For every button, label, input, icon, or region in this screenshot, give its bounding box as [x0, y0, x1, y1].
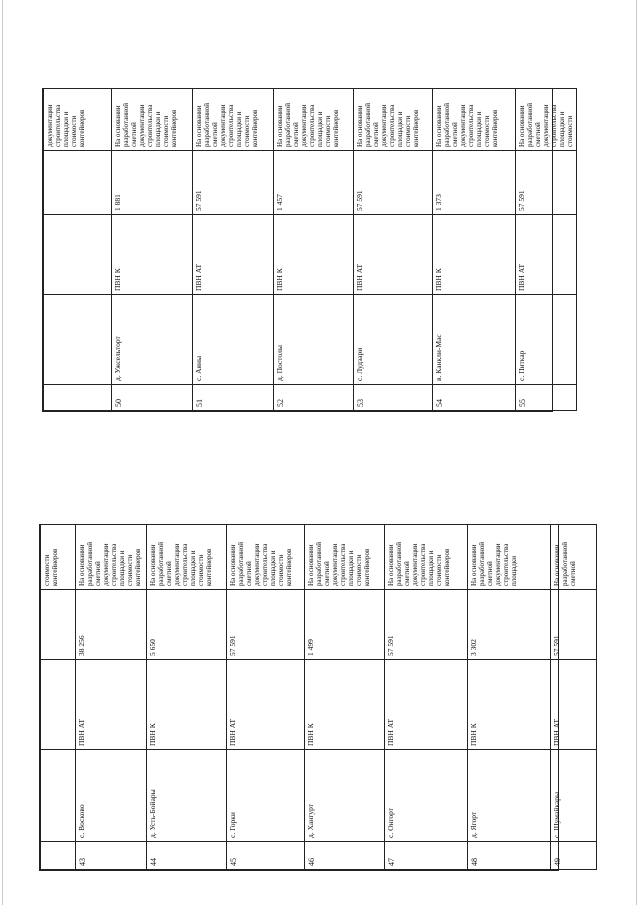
- row-amount: 57 591: [193, 151, 274, 215]
- row-number: 52: [274, 385, 354, 411]
- row-note: На основании разработанной сметной документации строительства площадки и стоимости контейнеров: [147, 525, 227, 590]
- row-place: с. Питкар: [516, 295, 577, 385]
- row-place: д. Постолы: [274, 295, 354, 385]
- row-place: с. Горки: [227, 750, 305, 842]
- row-place: с. Онгорт: [385, 750, 468, 842]
- row-note: На основании разработанной сметной документации строительства площадки и стоимости контейнеров: [305, 525, 385, 590]
- row-amount: 38 256: [76, 590, 147, 660]
- row-note: На основании разработанной сметной документации строительства площадки и стоимости контейнеров: [354, 89, 433, 151]
- row-amount: 3 302: [468, 590, 551, 660]
- row-type: ПВН АТ: [516, 215, 577, 295]
- row-type: ПВН К: [274, 215, 354, 295]
- row-place: в. Канкли-Мас: [433, 295, 516, 385]
- table-row: [76, 525, 147, 870]
- table-row: [193, 89, 274, 411]
- row-number: 48: [468, 842, 551, 870]
- row-amount: 5 650: [147, 590, 227, 660]
- row-number: 54: [433, 385, 516, 411]
- row-type: ПВН АТ: [354, 215, 433, 295]
- row-amount: 57 591: [354, 151, 433, 215]
- table-row: [433, 89, 516, 411]
- row-place: с. Лудзари: [354, 295, 433, 385]
- row-type: ПВН К: [305, 660, 385, 750]
- row-amount: 1 881: [112, 151, 193, 215]
- row-note: На основании разработанной сметной документации строительства площадки и стоимости контейнеров: [112, 89, 193, 151]
- table-row: [354, 89, 433, 411]
- table-row: [516, 89, 577, 411]
- row-number: 43: [76, 842, 147, 870]
- row-type: ПВН АТ: [227, 660, 305, 750]
- row-number: 50: [112, 385, 193, 411]
- table-row: [147, 525, 227, 870]
- row-number: 45: [227, 842, 305, 870]
- row-type: ПВН К: [112, 215, 193, 295]
- row-place: д. Хангурт: [305, 750, 385, 842]
- table-row: [274, 89, 354, 411]
- table-row: [112, 89, 193, 411]
- row-amount: 57 591: [516, 151, 577, 215]
- row-note: На основании разработанной сметной документации строительства площадки и стоимости: [516, 89, 577, 151]
- lower-table-header-row: [41, 525, 76, 870]
- lower-table-rotated: [40, 525, 578, 870]
- table-row: [551, 525, 597, 870]
- row-note: На основании разработанной сметной документации строительства площадки и стоимости контейнеров: [274, 89, 354, 151]
- scan-edge-right: [636, 0, 637, 905]
- row-note: На основании разработанной сметной документации строительства площадки и стоимости контейнеров: [76, 525, 147, 590]
- row-note: На основании разработанной сметной документации строительства площадки: [468, 525, 551, 590]
- row-number: 53: [354, 385, 433, 411]
- table-row: [305, 525, 385, 870]
- table-row: [468, 525, 551, 870]
- row-number: 51: [193, 385, 274, 411]
- row-type: ПВН К: [433, 215, 516, 295]
- row-place: д. Ягорт: [468, 750, 551, 842]
- row-place: с. Шумайкары: [551, 750, 597, 842]
- row-number: 44: [147, 842, 227, 870]
- row-place: д. Усть-Бойары: [147, 750, 227, 842]
- row-amount: 1 373: [433, 151, 516, 215]
- row-number: 46: [305, 842, 385, 870]
- row-note: На основании разработанной сметной документации строительства площадки и стоимости контейнеров: [433, 89, 516, 151]
- row-type: ПВН АТ: [385, 660, 468, 750]
- table-row: [385, 525, 468, 870]
- table-row: [227, 525, 305, 870]
- upper-table-frame: [42, 88, 575, 412]
- upper-table: [43, 88, 577, 411]
- row-amount: 57 591: [227, 590, 305, 660]
- row-place: с. Восково: [76, 750, 147, 842]
- scan-edge-left: [2, 0, 3, 905]
- row-number: 49: [551, 842, 597, 870]
- lower-table: [40, 524, 597, 870]
- row-place: с. Аяны: [193, 295, 274, 385]
- row-type: ПВН К: [147, 660, 227, 750]
- row-number: 47: [385, 842, 468, 870]
- row-amount: 1 457: [274, 151, 354, 215]
- row-type: ПВН АТ: [76, 660, 147, 750]
- upper-table-rotated: [43, 89, 575, 411]
- row-note: На основании разработанной сметной документации строительства площадки и стоимости контейнеров: [193, 89, 274, 151]
- row-number: 55: [516, 385, 577, 411]
- row-amount: 57 591: [551, 590, 597, 660]
- row-note: На основании разработанной сметной документации строительства площадки и стоимости контейнеров: [227, 525, 305, 590]
- row-amount: 57 591: [385, 590, 468, 660]
- row-type: ПВН АТ: [193, 215, 274, 295]
- header-note: стоимости контейнеров: [41, 525, 76, 590]
- row-amount: 1 499: [305, 590, 385, 660]
- row-type: ПВН АТ: [551, 660, 597, 750]
- row-type: ПВН К: [468, 660, 551, 750]
- upper-table-header-row: [44, 89, 112, 411]
- header-note: документации строительства площадки и стоимости контейнеров: [44, 89, 112, 151]
- row-note: На основании разработанной сметной документации строительства площадки и стоимости контейнеров: [385, 525, 468, 590]
- row-note: На основании разработанной сметной: [551, 525, 597, 590]
- row-place: д. Ужсельторт: [112, 295, 193, 385]
- lower-table-frame: [39, 524, 578, 871]
